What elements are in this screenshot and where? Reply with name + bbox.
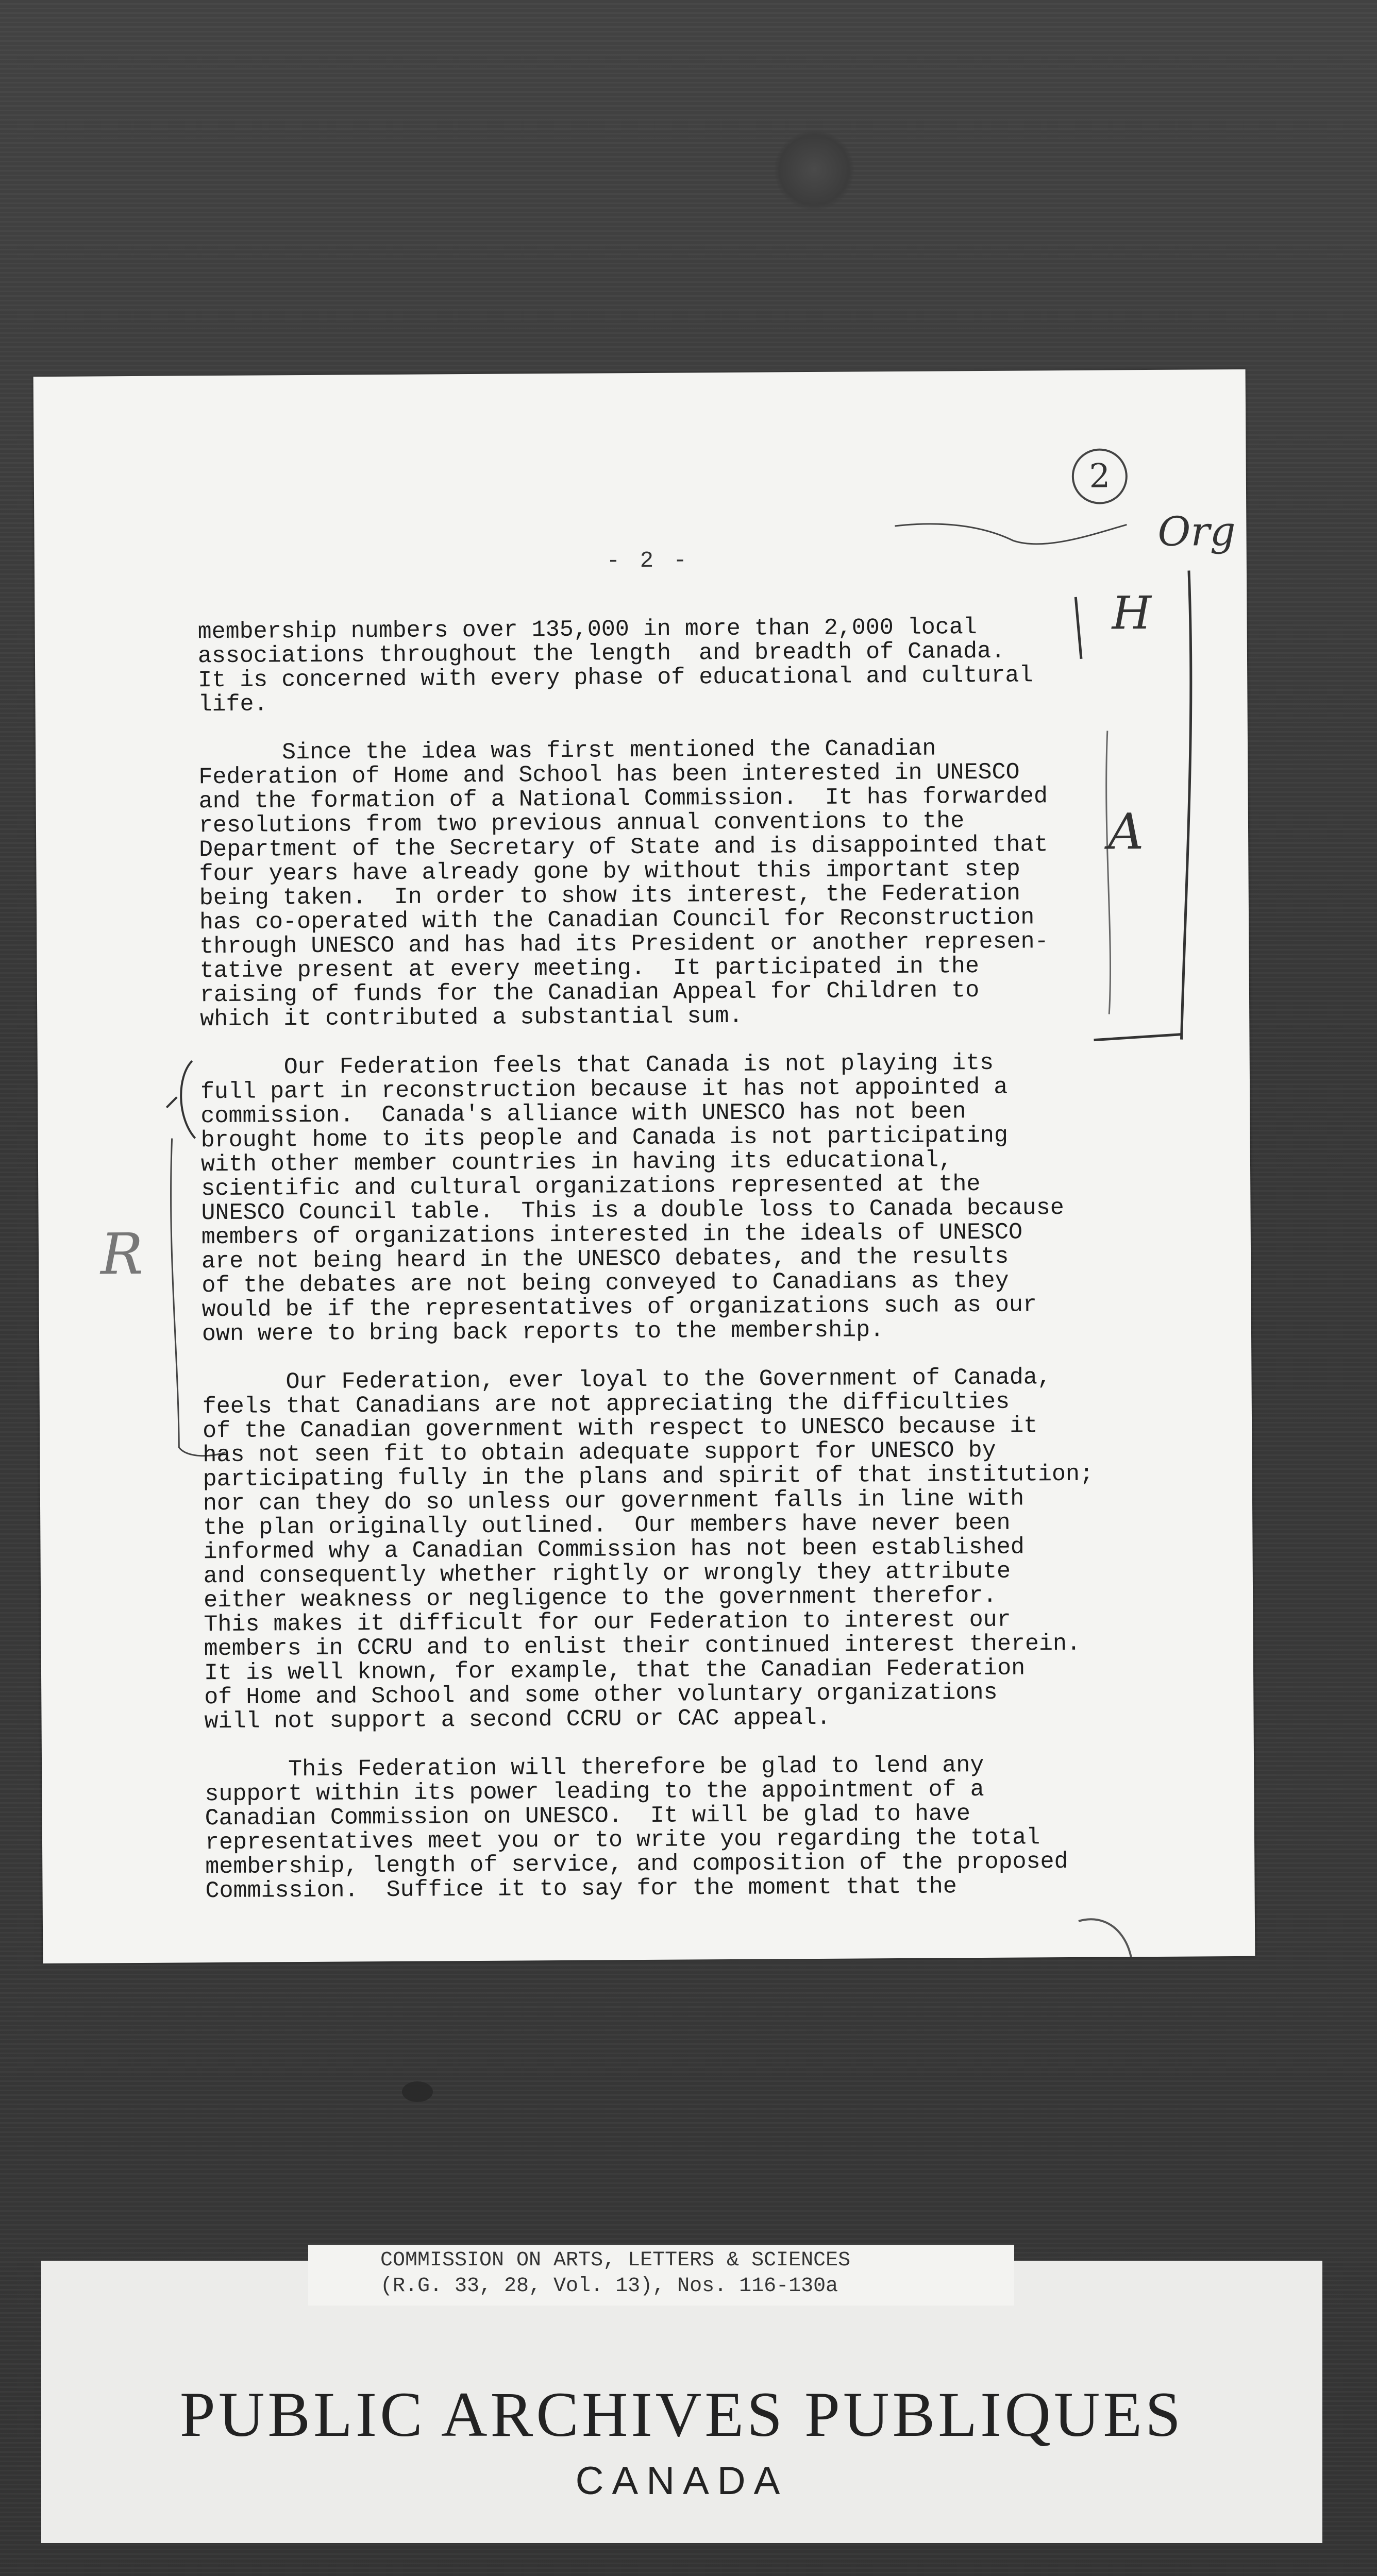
handwritten-margin-a: A [1107, 803, 1144, 861]
archive-title: PUBLIC ARCHIVES PUBLIQUES [179, 2379, 1184, 2450]
archive-label-line-2: (R.G. 33, 28, Vol. 13), Nos. 116-130a [380, 2275, 838, 2298]
page-number: - 2 - [606, 548, 691, 574]
film-smudge [773, 129, 855, 211]
archive-label-line-1: COMMISSION ON ARTS, LETTERS & SCIENCES [380, 2249, 851, 2272]
paragraph-1: membership numbers over 135,000 in more than 2,000 local associations throughout the length and breadth of Canada. It is concerned with every phase of educational and cultural life. [197, 614, 1033, 718]
letter-body [198, 614, 1185, 1904]
document-page [33, 369, 1255, 1963]
paragraph-2: Since the idea was first mentioned the Canadian Federation of Home and School has been interested in UNESCO and the formation of a National Commission. It has forwarded resolutions from two previous annual conventions to the Department of the Secretary of State and is disappointed that four years have already gone by without this important step being taken. In order to show its interest, the Federation has co-operated with the Canadian Council for Reconstruction through UNESCO and has had its President or another represen- tative present at every meeting. It participated in the raising of funds for the Canadian Appeal for Children to which it contributed a substantial sum. [198, 735, 1049, 1033]
handwritten-org-note: Org [1157, 508, 1236, 555]
film-smudge [402, 2081, 433, 2102]
paragraph-4: Our Federation, ever loyal to the Government of Canada, feels that Canadians are not appreciating the difficulties of the Canadian government with respect to UNESCO because it has not seen fit to obtain adequate support for UNESCO by participating fully in the plans and spirit of that institution; nor can they do so unless our government falls in line with the plan originally outlined. Our members have never been informed why a Canadian Commission has not been established and consequently whether rightly or wrongly they attribute either weakness or negligence to the government therefor. This makes it difficult for our Federation to interest our members in CCRU and to enlist their continued interest therein. It is well known, for example, that the Canadian Federation of Home and School and some other voluntary organizations will not support a second CCRU or CAC appeal. [202, 1364, 1094, 1735]
paragraph-3: Our Federation feels that Canada is not playing its full part in reconstruction because it has not appointed a commission. Canada's alliance with UNESCO has not been brought home to its people and Canada is not participating with other member countries in having its educational, scientific and cultural organizations represented at the UNESCO Council table. This is a double loss to Canada because members of organizations interested in the ideals of UNESCO are not being heard in the UNESCO debates, and the results of the debates are not being conveyed to Canadians as they would be if the representatives of organizations such as our own were to bring back reports to the membership. [200, 1049, 1064, 1348]
archive-reference-label [308, 2245, 1014, 2306]
archive-subtitle: CANADA [575, 2459, 788, 2503]
handwritten-margin-r: R [100, 1221, 144, 1287]
handwritten-margin-h: H [1112, 586, 1152, 640]
paragraph-5: This Federation will therefore be glad to lend any support within its power leading to the appointment of a Canadian Commission on UNESCO. It will be glad to have representatives meet you or to write you regarding the total membership, length of service, and composition of the proposed Commission. Suffice it to say for the moment that the [204, 1752, 1068, 1905]
circled-page-number: 2 [1072, 448, 1128, 504]
